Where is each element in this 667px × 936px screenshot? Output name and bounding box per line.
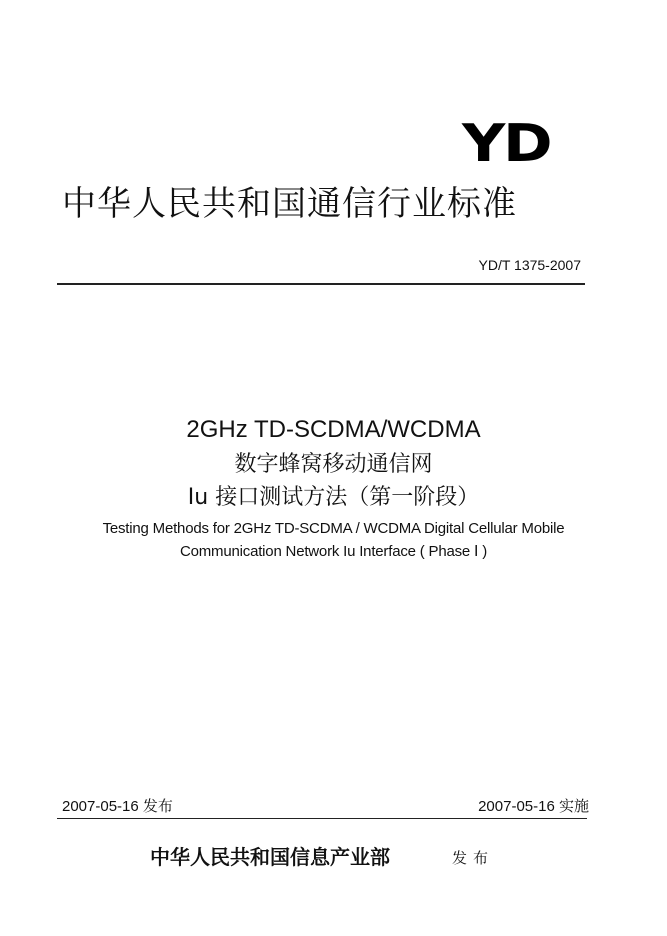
- document-title-chinese-line2: Iu 接口测试方法（第一阶段）: [187, 485, 480, 510]
- document-title-english: 2GHz TD-SCDMA/WCDMA: [186, 416, 481, 443]
- publish-label: 发布: [452, 849, 495, 867]
- issue-date: 2007-05-16 发布: [62, 798, 173, 815]
- document-title-chinese-line1: 数字蜂窝移动通信网: [234, 452, 433, 477]
- top-divider: [57, 283, 585, 285]
- implementation-date: 2007-05-16 实施: [478, 798, 589, 815]
- standard-number: YD/T 1375-2007: [478, 257, 581, 273]
- document-subtitle-line1: Testing Methods for 2GHz TD-SCDMA / WCDMA Digital Cellular Mobile: [102, 520, 565, 537]
- yd-logo: YD: [462, 114, 551, 174]
- bottom-divider: [57, 818, 587, 819]
- standard-title: 中华人民共和国通信行业标准: [62, 184, 517, 224]
- publisher-name: 中华人民共和国信息产业部: [150, 845, 390, 869]
- document-subtitle-line2: Communication Network Iu Interface ( Phase Ⅰ ): [179, 543, 488, 560]
